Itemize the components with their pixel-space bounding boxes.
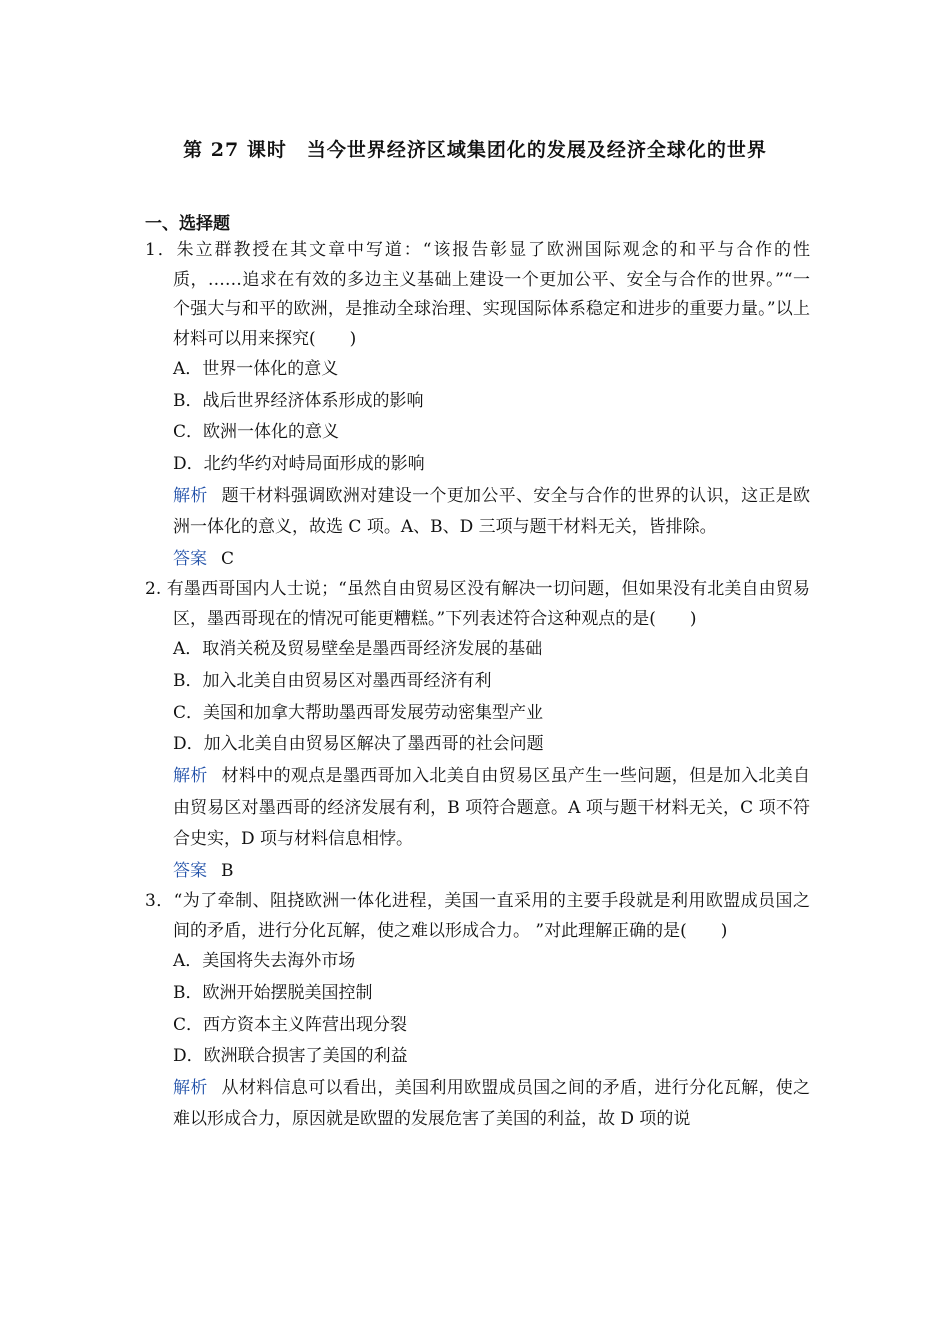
option: A．美国将失去海外市场 bbox=[173, 951, 356, 972]
analysis-label: 解析 bbox=[173, 1077, 208, 1098]
option: C．欧洲一体化的意义 bbox=[173, 422, 340, 443]
question-stem: 1．朱立群教授在其文章中写道：“该报告彰显了欧洲国际观念的和平与合作的性质，……追求在有效的多边主义基础上建设一个更加公平、安全与合作的世界。”“一个强大与和平的欧洲，是推动全球治理、实现国际体系稳定和进步的重要力量。”以上材料可以用来探究( ) bbox=[145, 240, 810, 349]
option: B．加入北美自由贸易区对墨西哥经济有利 bbox=[173, 671, 492, 692]
answer bbox=[173, 544, 810, 576]
page-title: 第 27 课时 当今世界经济区域集团化的发展及经济全球化的世界 bbox=[183, 139, 767, 161]
question-stem: 3．“为了牵制、阻挠欧洲一体化进程，美国一直采用的主要手段就是利用欧盟成员国之间的矛盾，进行分化瓦解，使之难以形成合力。 ”对此理解正确的是( ) bbox=[145, 891, 810, 941]
answer bbox=[173, 856, 810, 888]
analysis-label: 解析 bbox=[173, 485, 208, 506]
option: D．北约华约对峙局面形成的影响 bbox=[173, 454, 425, 475]
option: A．取消关税及贸易壁垒是墨西哥经济发展的基础 bbox=[173, 639, 543, 660]
question-2 bbox=[145, 575, 810, 887]
option: C．西方资本主义阵营出现分裂 bbox=[173, 1014, 408, 1035]
question-3 bbox=[145, 887, 810, 1136]
analysis bbox=[173, 761, 810, 856]
answer-value: B bbox=[221, 860, 234, 881]
option: B．欧洲开始摆脱美国控制 bbox=[173, 982, 373, 1003]
option: D．加入北美自由贸易区解决了墨西哥的社会问题 bbox=[173, 734, 544, 755]
option: A．世界一体化的意义 bbox=[173, 359, 339, 379]
answer-value: C bbox=[221, 548, 235, 569]
section-heading: 一、选择题 bbox=[145, 214, 230, 234]
question-list bbox=[145, 236, 810, 1136]
analysis bbox=[173, 1073, 810, 1136]
option: C．美国和加拿大帮助墨西哥发展劳动密集型产业 bbox=[173, 702, 544, 723]
question-stem: 2. 有墨西哥国内人士说；“虽然自由贸易区没有解决一切问题，但如果没有北美自由贸易区，墨西哥现在的情况可能更糟糕。”下列表述符合这种观点的是( ) bbox=[145, 579, 810, 629]
option: B．战后世界经济体系形成的影响 bbox=[173, 390, 424, 411]
question-1 bbox=[145, 236, 810, 575]
analysis bbox=[173, 481, 810, 544]
answer-label: 答案 bbox=[173, 860, 207, 881]
answer-label: 答案 bbox=[173, 548, 207, 569]
analysis-text: 题干材料强调欧洲对建设一个更加公平、安全与合作的世界的认识，这正是欧洲一体化的意义，故选 C 项。A、B、D 三项与题干材料无关，皆排除。 bbox=[173, 485, 811, 538]
analysis-text: 材料中的观点是墨西哥加入北美自由贸易区虽产生一些问题，但是加入北美自由贸易区对墨西哥的经济发展有利，B 项符合题意。A 项与题干材料无关，C 项不符合史实，D 项与材料信息相悖。 bbox=[173, 766, 811, 850]
analysis-label: 解析 bbox=[173, 766, 208, 787]
analysis-text: 从材料信息可以看出，美国利用欧盟成员国之间的矛盾，进行分化瓦解，使之难以形成合力，原因就是欧盟的发展危害了美国的利益，故 D 项的说 bbox=[173, 1077, 811, 1130]
option: D．欧洲联合损害了美国的利益 bbox=[173, 1046, 408, 1067]
